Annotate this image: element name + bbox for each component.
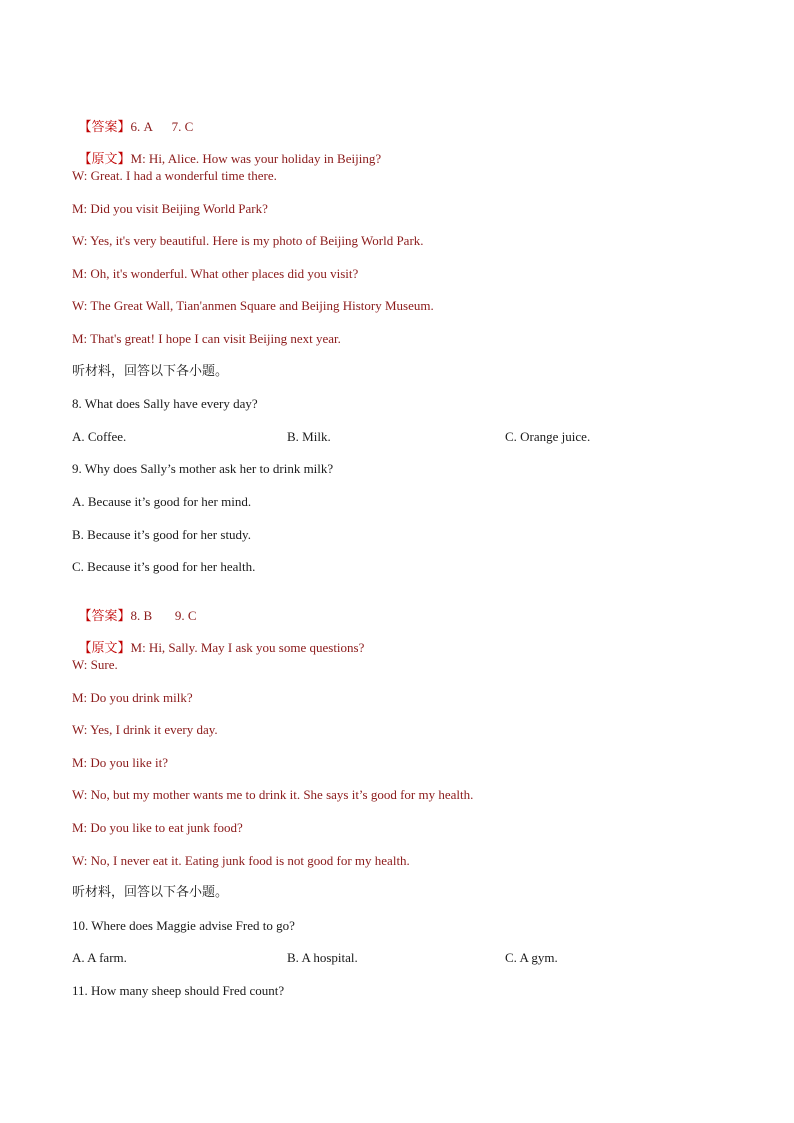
transcript-first-line: M: Hi, Alice. How was your holiday in Beijing?: [130, 151, 382, 166]
question-8: 8. What does Sally have every day?: [72, 396, 258, 411]
transcript-line: M: Do you like it?: [72, 755, 169, 770]
transcript-line: W: No, I never eat it. Eating junk food is not good for my health.: [72, 853, 410, 868]
option-b: B. A hospital.: [287, 950, 358, 965]
option-a: A. A farm.: [72, 950, 127, 965]
transcript-line: M: Oh, it's wonderful. What other places did you visit?: [72, 266, 359, 281]
answer-line-1: [72, 103, 193, 136]
transcript-line: M: Do you like to eat junk food?: [72, 820, 243, 835]
transcript-line: M: Did you visit Beijing World Park?: [72, 201, 268, 216]
option-c: C. Because it’s good for her health.: [72, 559, 256, 574]
transcript-line: W: Yes, I drink it every day.: [72, 722, 218, 737]
transcript-line: W: Sure.: [72, 657, 118, 672]
answer-tag: 【答案】: [78, 609, 131, 624]
question-10: 10. Where does Maggie advise Fred to go?: [72, 918, 295, 933]
transcript-tag: 【原文】: [78, 152, 131, 167]
transcript-line: M: That's great! I hope I can visit Beijing next year.: [72, 331, 341, 346]
transcript-tag: 【原文】: [78, 641, 131, 656]
transcript-line: M: Do you drink milk?: [72, 690, 193, 705]
option-b: B. Milk.: [287, 429, 331, 444]
transcript-line: W: The Great Wall, Tian'anmen Square and Beijing History Museum.: [72, 298, 434, 313]
transcript-line: W: Yes, it's very beautiful. Here is my photo of Beijing World Park.: [72, 233, 424, 248]
question-11: 11. How many sheep should Fred count?: [72, 983, 285, 998]
option-c: C. Orange juice.: [505, 429, 591, 444]
transcript-line-2: [72, 624, 364, 657]
option-b: B. Because it’s good for her study.: [72, 527, 251, 542]
answer-text: 6. A 7. C: [130, 119, 194, 134]
instruction: 听材料，回答以下各小题。: [72, 364, 229, 379]
answer-text: 8. B 9. C: [130, 608, 197, 623]
transcript-line-1: [72, 135, 381, 168]
question-9: 9. Why does Sally’s mother ask her to drink milk?: [72, 461, 334, 476]
transcript-line: W: No, but my mother wants me to drink it. She says it’s good for my health.: [72, 787, 474, 802]
transcript-line: W: Great. I had a wonderful time there.: [72, 168, 277, 183]
instruction: 听材料，回答以下各小题。: [72, 885, 229, 900]
answer-line-2: [72, 592, 197, 625]
option-a: A. Because it’s good for her mind.: [72, 494, 252, 509]
option-c: C. A gym.: [505, 950, 558, 965]
transcript-first-line: M: Hi, Sally. May I ask you some questions?: [130, 640, 365, 655]
option-a: A. Coffee.: [72, 429, 127, 444]
answer-tag: 【答案】: [78, 120, 131, 135]
